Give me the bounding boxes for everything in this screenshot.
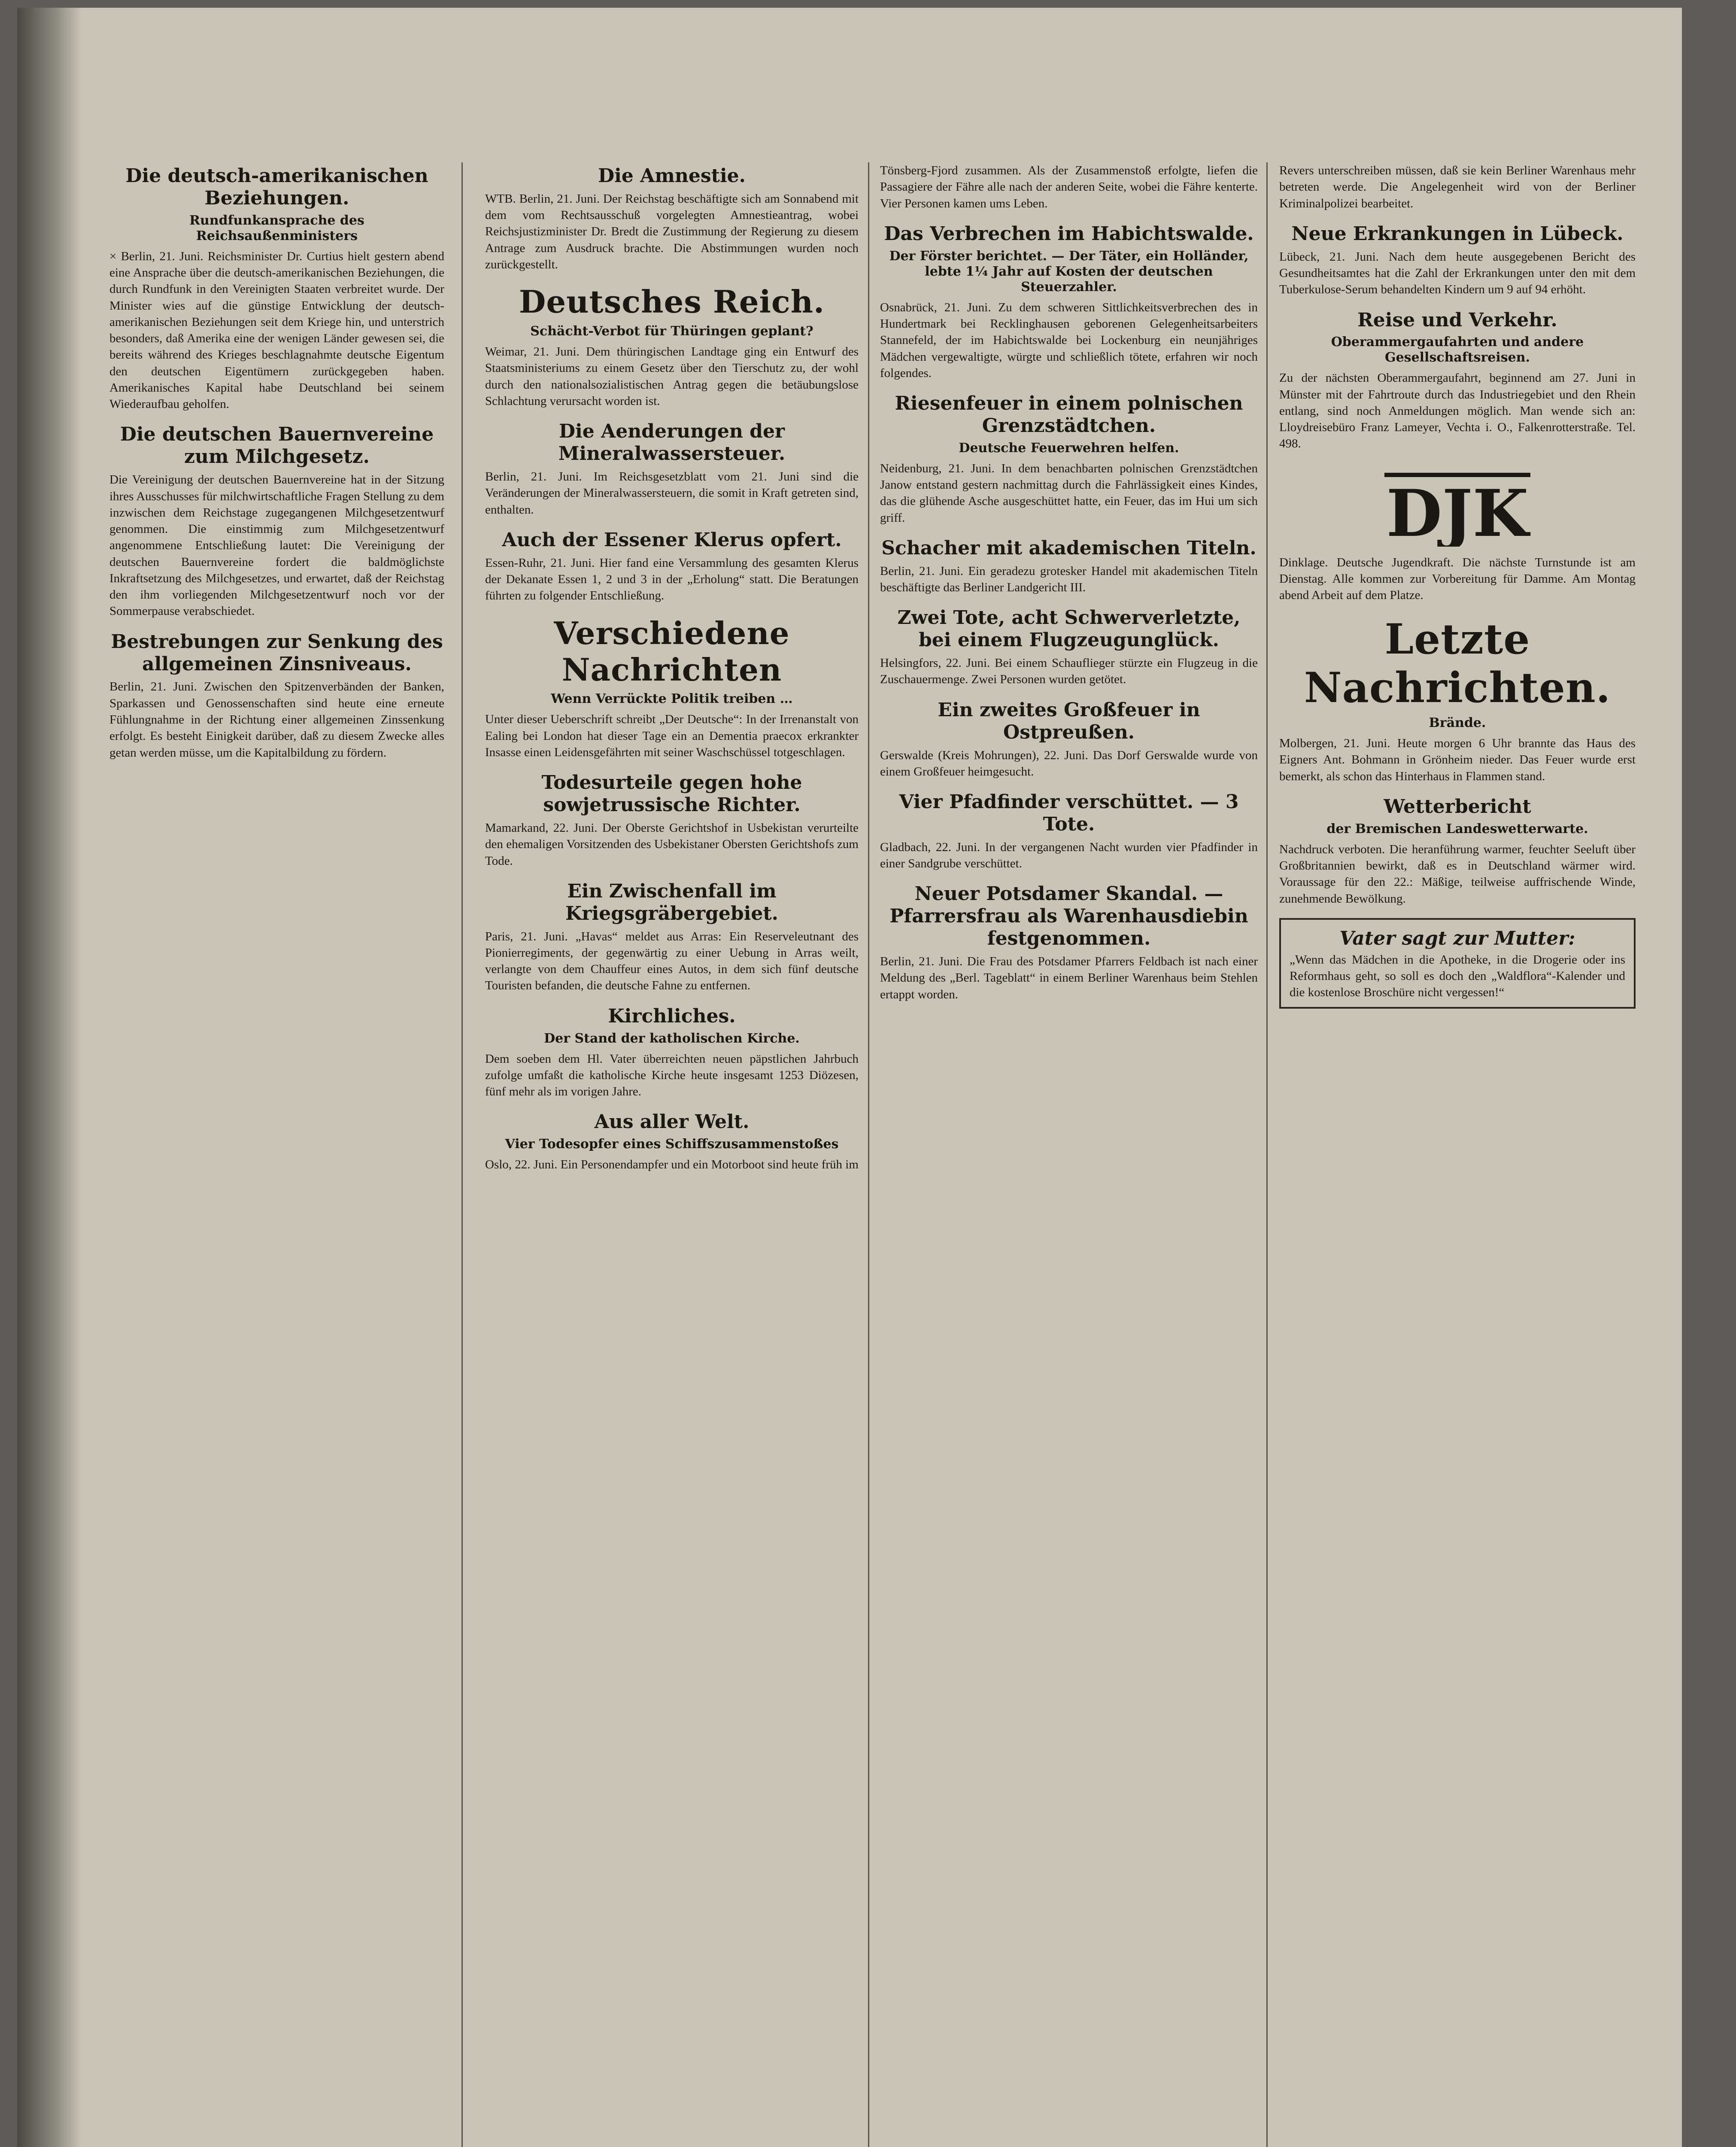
article-subheadline: Der Stand der katholischen Kirche. [544,1031,800,1046]
article-headline: Neue Erkrankungen in Lübeck. [1291,222,1624,245]
article [109,423,444,619]
article-headline: Deutsches Reich. [519,283,825,320]
article-body: WTB. Berlin, 21. Juni. Der Reichstag beschäftigte sich am Sonnabend mit dem vom Rechtsausschuß vorgelegten Amnestieantrag, wobei Reichsjustizminister Dr. Bredt die Zustimmung der Regierung zu diesem Antrage zum Ausdruck brachte. Die Abstimmungen wurden noch zurückgestellt. [485,192,859,271]
article [880,162,1258,212]
article [880,392,1258,526]
article [485,615,859,761]
article-headline: Die deutschen Bauernvereine zum Milchgesetz. [120,423,434,468]
article-subheadline: Deutsche Feuerwehren helfen. [959,440,1179,456]
article-headline: Letzte Nachrichten. [1304,614,1611,712]
article-body: Berlin, 21. Juni. Die Frau des Potsdamer Pfarrers Feldbach ist nach einer Meldung des „Berl. Tageblatt“ in einem Berliner Warenhaus beim Stehlen ertappt worden. [880,955,1258,1001]
article [485,880,859,994]
article-body: Die Vereinigung der deutschen Bauernvereine hat in der Sitzung ihres Ausschusses für milchwirtschaftliche Fragen Stellung zu dem inzwischen dem Reichstage zugegangenen Milchgesetzentwurf genommen. Die einstimmig zum Milchgesetzentwurf angenommene Entschließung lautet: Die Vereinigung der deutschen Bauernvereine fordert die baldmöglichste Inkraftsetzung des Milchgesetzes, und erwartet, daß der Reichstag den ihm vorliegenden Milchgesetzentwurf noch vor der Sommerpause verabschiedet. [109,473,444,618]
column-rule [868,162,869,2147]
article [1279,554,1636,604]
article-headline: Neuer Potsdamer Skandal. — Pfarrersfrau als Warenhausdiebin festgenommen. [889,883,1248,950]
article-body: × Berlin, 21. Juni. Reichsminister Dr. Curtius hielt gestern abend eine Ansprache über die deutsch-amerikanischen Beziehungen, die durch Rundfunk in den Vereinigten Staaten verbreitet wurde. Der Minister wies auf die günstige Entwicklung der deutsch-amerikanischen Beziehungen seit dem Kriege hin, und unterstrich besonders, daß Amerika eine der wenigen Länder gewesen sei, die bereits während des Krieges beschlagnahmte deutsche Eigentum den deutschen Eigentümern zurückgegeben haben. Amerikanisches Kapital habe Deutschland bei seinem Wiederaufbau geholfen. [109,249,444,411]
article-body: Oslo, 22. Juni. Ein Personendampfer und ein Motorboot sind heute früh im [485,1158,859,1172]
article-body: Mamarkand, 22. Juni. Der Oberste Gerichtshof in Usbekistan verurteilte den ehemaligen Vorsitzenden des Usbekistaner Obersten Gerichtshofs zum Tode. [485,821,859,868]
article-headline: Die Amnestie. [598,165,746,187]
article [1279,162,1636,212]
article-headline: Riesenfeuer in einem polnischen Grenzstädtchen. [895,392,1243,437]
article-body: Zu der nächsten Oberammergaufahrt, beginnend am 27. Juni in Münster mit der Fahrtroute durch das Industriegebiet und den Rhein entlang, sind noch Anmeldungen möglich. Man wende sich an: Lloydreisebüro Franz Lameyer, Vechta i. O., Falkenrotterstraße. Tel. 498. [1279,371,1636,451]
article [880,223,1258,381]
article [880,699,1258,780]
article [880,883,1258,1003]
article-body: Lübeck, 21. Juni. Nach dem heute ausgegebenen Bericht des Gesundheitsamtes hat die Zahl der Erkrankungen unter den mit dem Tuberkulose-Serum behandelten Kindern um 9 auf 94 erhöht. [1279,249,1636,297]
article-headline: Kirchliches. [608,1005,736,1027]
djk-logo-text: DJK [1386,475,1529,547]
article [485,420,859,518]
advertisement-title: Vater sagt zur Mutter: [1339,927,1575,949]
article [880,607,1258,687]
article [485,165,859,273]
article-headline: Aus aller Welt. [594,1111,750,1133]
article-body: Weimar, 21. Juni. Dem thüringischen Landtage ging ein Entwurf des Staatsministeriums zu einem Gesetz über den Tierschutz zu, der wohl durch den nationalsozialistischen Antrag gegen die betäubungslose Schlachtung verursacht worden ist. [485,345,859,408]
column-rule [1266,162,1268,2147]
article-headline: Wetterbericht [1384,795,1531,818]
article-headline: Verschiedene Nachrichten [554,614,790,688]
article-body: Unter dieser Ueberschrift schreibt „Der Deutsche“: In der Irrenanstalt von Ealing bei London hat dieser Tage ein an Dementia praecox erkrankter Insasse einen Leidensgefährten mit seiner Waschschüssel totgeschlagen. [485,712,859,759]
article-body: Neidenburg, 21. Juni. In dem benachbarten polnischen Grenzstädtchen Janow entstand gestern nachmittag durch die Fahrlässigkeit eines Kindes, das die glühende Asche ausgeschüttet hatte, ein Feuer, das im Hui um sich griff. [880,461,1258,525]
article [880,791,1258,872]
article-body: Berlin, 21. Juni. Ein geradezu grotesker Handel mit akademischen Titeln beschäftigte das Berliner Landgericht III. [880,564,1258,595]
article-headline: Auch der Essener Klerus opfert. [502,529,842,551]
column-2 [485,162,859,2147]
column-rule [461,162,463,2147]
djk-logo-icon [1380,465,1535,547]
article-body: Berlin, 21. Juni. Zwischen den Spitzenverbänden der Banken, Sparkassen und Genossenschaften sind heute eine erneute Fühlungnahme in der Richtung einer allgemeinen Zinssenkung erfolgt. Es besteht Einigkeit darüber, daß zu diesem Zwecke alles getan werden müsse, um die Kapitalbildung zu fördern. [109,680,444,760]
article-headline: Die deutsch-amerikanischen Beziehungen. [125,165,428,209]
article-body: Gerswalde (Kreis Mohrungen), 22. Juni. Das Dorf Gerswalde wurde von einem Großfeuer heimgesucht. [880,748,1258,779]
column-3 [880,162,1258,2147]
article-body: Paris, 21. Juni. „Havas“ meldet aus Arras: Ein Reserveleutnant des Pionierregiments, der gegenwärtig zu einer Uebung in Arras weilt, verlangte von dem Chauffeur eines Autos, in dem sich fünf deutsche Touristen befanden, die deutsche Fahne zu entfernen. [485,929,859,993]
advertisement-text: „Wenn das Mädchen in die Apotheke, in die Drogerie oder ins Reformhaus geht, so soll es doch den „Waldflora“-Kalender und die kostenlose Broschüre nicht vergessen!“ [1290,952,1625,1000]
article-headline: Ein Zwischenfall im Kriegsgräbergebiet. [565,880,778,924]
article-headline: Ein zweites Großfeuer in Ostpreußen. [938,699,1200,743]
article-subheadline: Der Förster berichtet. — Der Täter, ein Holländer, lebte 1¼ Jahr auf Kosten der deutschen Steuerzahler. [889,248,1249,295]
article [485,529,859,604]
article [485,284,859,409]
article [485,1111,859,1173]
article [485,1005,859,1100]
article [880,537,1258,596]
advertisement-box [1279,918,1636,1009]
article-body: Molbergen, 21. Juni. Heute morgen 6 Uhr brannte das Haus des Eigners Ant. Bohmann in Grönheim nieder. Das Feuer wurde erst bemerkt, als schon das Hinterhaus in Flammen stand. [1279,736,1636,783]
article-subheadline: Rundfunkansprache des Reichsaußenministers [189,213,364,243]
binding-edge [17,8,82,2147]
article-body: Essen-Ruhr, 21. Juni. Hier fand eine Versammlung des gesamten Klerus der Dekanate Essen 1, 2 und 3 in der „Erholung“ statt. Die Beratungen führten zu folgender Entschließung. [485,556,859,603]
article-body: Gladbach, 22. Juni. In der vergangenen Nacht wurden vier Pfadfinder in einer Sandgrube verschüttet. [880,840,1258,871]
article [109,631,444,761]
article-body: Helsingfors, 22. Juni. Bei einem Schauflieger stürzte ein Flugzeug in die Zuschauermenge. Zwei Personen wurden getötet. [880,656,1258,687]
article-body: Dem soeben dem Hl. Vater überreichten neuen päpstlichen Jahrbuch zufolge umfaßt die katholische Kirche heute insgesamt 1253 Diözesen, fünf mehr als im vorigen Jahre. [485,1052,859,1099]
column-4 [1279,162,1636,2147]
article-body: Berlin, 21. Juni. Im Reichsgesetzblatt vom 21. Juni sind die Veränderungen der Mineralwassersteuern, die somit in Kraft getreten sind, enthalten. [485,470,859,517]
column-1 [109,162,444,2147]
article-headline: Das Verbrechen im Habichtswalde. [884,222,1254,245]
article [1279,309,1636,452]
article-body: Osnabrück, 21. Juni. Zu dem schweren Sittlichkeitsverbrechen des in Hundertmark bei Recklinghausen geborenen Gelegenheitsarbeiters Stannefeld, der im Habichtswalde bei Lockenburg ein neunjähriges Mädchen vergewaltigte, würgte und schließlich tötete, erfahren wir noch folgendes. [880,300,1258,380]
article-subheadline: Schächt-Verbot für Thüringen geplant? [530,324,813,339]
article-subheadline: Wenn Verrückte Politik treiben … [551,691,793,707]
article-headline: Zwei Tote, acht Schwerverletzte, bei einem Flugzeugunglück. [897,607,1241,651]
article-body: Revers unterschreiben müssen, daß sie kein Berliner Warenhaus mehr betreten werde. Die Angelegenheit wird von der Berliner Kriminalpolizei bearbeitet. [1279,164,1636,210]
article [1279,796,1636,907]
article-body: Nachdruck verboten. Die heranführung warmer, feuchter Seeluft über Großbritannien bewirkt, daß es in Deutschland wärmer wird. Voraussage für den 22.: Mäßige, teilweise auffrischende Winde, zunehmende Bewölkung. [1279,842,1636,906]
newspaper-page [17,8,1682,2147]
article-headline: Die Aenderungen der Mineralwassersteuer. [558,420,786,465]
article-headline: Todesurteile gegen hohe sowjetrussische Richter. [541,772,802,816]
article-headline: Schacher mit akademischen Titeln. [881,537,1256,559]
article [1279,615,1636,785]
article-subheadline: der Bremischen Landeswetterwarte. [1326,821,1588,836]
article [109,165,444,412]
article-subheadline: Oberammergaufahrten und andere Gesellschaftsreisen. [1331,335,1584,365]
article-headline: Bestrebungen zur Senkung des allgemeinen Zinsniveaus. [111,630,443,675]
article-headline: Reise und Verkehr. [1357,309,1557,331]
article-body: Tönsberg-Fjord zusammen. Als der Zusammenstoß erfolgte, liefen die Passagiere der Fähre alle nach der anderen Seite, wobei die Fähre kenterte. Vier Personen kamen ums Leben. [880,164,1258,210]
article [1279,223,1636,298]
article-subheadline: Vier Todesopfer eines Schiffszusammenstoßes [505,1137,839,1152]
article-body: Dinklage. Deutsche Jugendkraft. Die nächste Turnstunde ist am Dienstag. Alle kommen zur Vorbereitung für Damme. Am Montag abend Arbeit auf dem Platze. [1279,555,1636,602]
article-headline: Vier Pfadfinder verschüttet. — 3 Tote. [899,791,1239,835]
article-subheadline: Brände. [1429,715,1486,731]
article [485,772,859,869]
